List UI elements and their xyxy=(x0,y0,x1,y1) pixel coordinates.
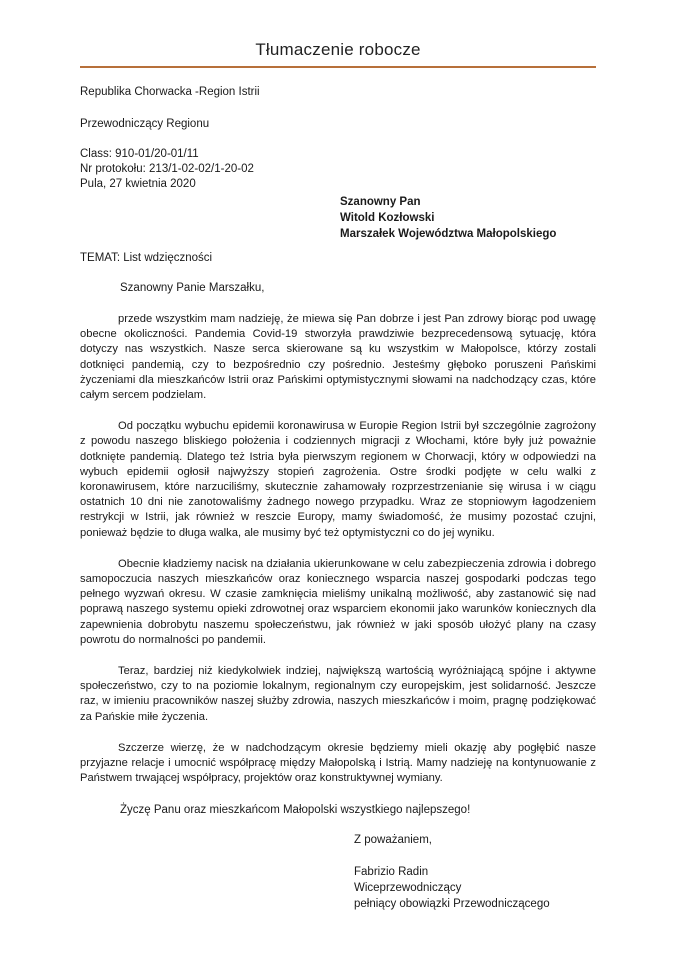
body-paragraph-4: Teraz, bardziej niż kiedykolwiek indziej, największą wartością wyróżniającą spójne i aktywne społeczeństwo, czy to na poziomie lokalnym, regionalnym czy europejskim, jest solidarność. Jeszcze raz, w imieniu pracowników naszej służby zdrowia, naszych mieszkańców i moim, pragnę podziękować za Pańskie miłe życzenia. xyxy=(80,665,596,723)
sender-protocol: Nr protokołu: 213/1-02-02/1-20-02 xyxy=(80,163,254,175)
recipient-block xyxy=(340,194,556,242)
recipient-line-2: Witold Kozłowski xyxy=(340,212,435,224)
signature-name: Fabrizio Radin xyxy=(354,866,429,878)
sender-class: Class: 910-01/20-01/11 xyxy=(80,148,199,160)
closing-wish: Życzę Panu oraz mieszkańcom Małopolski wszystkiego najlepszego! xyxy=(120,804,471,816)
letter-salutation: Szanowny Panie Marszałku, xyxy=(120,282,265,294)
body-paragraph-3: Obecnie kładziemy nacisk na działania ukierunkowane w celu zabezpieczenia zdrowia i dobrego samopoczucia naszych mieszkańców oraz koniecznego wsparcia naszej gospodarki podczas tego pełnego wyzwań okresu. W czasie zamknięcia mieliśmy unikalną możliwość, aby zastanowić się nad poprawą naszego systemu opieki zdrowotnej oraz wsparciem ekonomii jako warunków koniecznych dla zapewnienia dobrobytu naszemu społeczeństwu, jak również w jaki sposób ułożyć plany na czasy powrotu do normalności po pandemii. xyxy=(80,557,596,646)
header-divider xyxy=(80,66,596,68)
signature-regards: Z poważaniem, xyxy=(354,834,432,846)
signature-title: Wiceprzewodniczący xyxy=(354,882,462,894)
document-header-title: Tłumaczenie robocze xyxy=(255,40,421,59)
sender-organization: Republika Chorwacka -Region Istrii xyxy=(80,86,260,98)
body-paragraph-5: Szczerze wierzę, że w nadchodzącym okresie będziemy mieli okazję aby pogłębić nasze przyjazne relacje i umocnić współpracę między Małopolską i Istrią. Mamy nadzieję na kontynuowanie z Państwem trwającej współpracy, projektów oraz konstruktywnej wymiany. xyxy=(80,741,596,785)
letter-subject: TEMAT: List wdzięczności xyxy=(80,252,213,264)
sender-place-date: Pula, 27 kwietnia 2020 xyxy=(80,178,196,190)
body-paragraph-1: przede wszystkim mam nadzieję, że miewa się Pan dobrze i jest Pan zdrowy biorąc pod uwagę obecne okoliczności. Pandemia Covid-19 stworzyła prawdziwie bezprecedensową sytuację, która dotyczy nas wszystkich. Nasze serca skierowane są ku wszystkim w Małopolsce, którzy zostali dotknięci pandemią, czy to bezpośrednio czy pośrednio. Jesteśmy głęboko poruszeni Pańskimi życzeniami dla mieszkańców Istrii oraz Pańskimi optymistycznymi słowami na nadchodzący czas, które całym sercem podzielam. xyxy=(80,313,596,402)
body-paragraph-2: Od początku wybuchu epidemii koronawirusa w Europie Region Istrii był szczególnie zagrożony z powodu naszego bliskiego położenia i codziennych migracji z Włochami, które były już poważnie dotknięte pandemią. Dlatego też Istria była pierwszym regionem w Chorwacji, który w odpowiedzi na wybuch epidemii ogłosił najwyższy stopień zagrożenia. Ostre środki podjęte w celu walki z koronawirusem, które narzuciliśmy, skutecznie zahamowały rozprzestrzenianie się wirusa i w ciągu ostatnich 10 dni nie zanotowaliśmy żadnego nowego przypadku. Wraz ze stopniowym łagodzeniem restrykcji w Istrii, jak również w reszcie Europy, mamy świadomość, że musimy pozostać czujni, ponieważ będzie to długa walka, ale musimy być też optymistyczni co do jej wyniku. xyxy=(80,420,596,539)
recipient-line-3: Marszałek Województwa Małopolskiego xyxy=(340,228,557,240)
sender-role: Przewodniczący Regionu xyxy=(80,118,210,130)
signature-acting-role: pełniący obowiązki Przewodniczącego xyxy=(354,898,550,910)
recipient-line-1: Szanowny Pan xyxy=(340,196,421,208)
letter-body xyxy=(80,312,596,802)
